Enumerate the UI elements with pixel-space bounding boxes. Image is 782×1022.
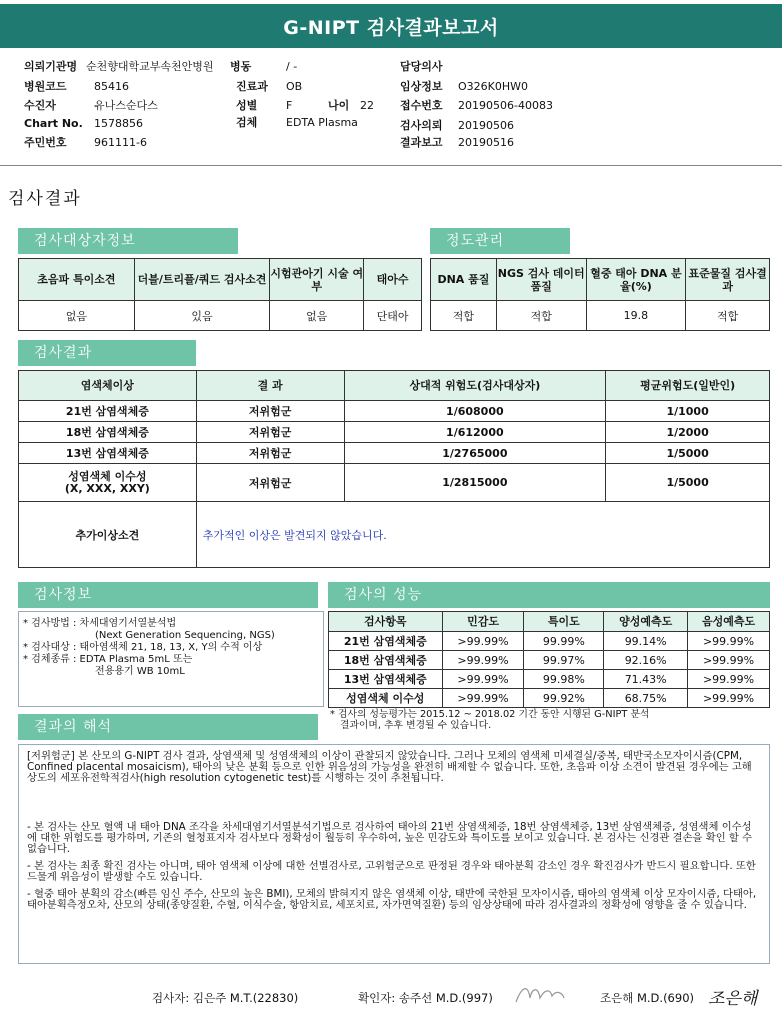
- average-risk: 1/5000: [606, 464, 770, 502]
- header-ward: 병동 / -: [230, 60, 298, 73]
- subject-header: 더블/트리플/쿼드 검사소견: [134, 259, 270, 301]
- performance-value: 71.43%: [604, 670, 688, 689]
- performance-value: >99.99%: [688, 632, 770, 651]
- extra-findings-value: 추가적인 이상은 발견되지 않았습니다.: [196, 502, 769, 568]
- tab-results: 검사결과: [18, 340, 196, 366]
- specimen-type: * 검체종류 : EDTA Plasma 5mL 또는: [23, 654, 193, 665]
- report-title: G-NIPT 검사결과보고서: [0, 4, 782, 48]
- interpretation-note-1: - 본 검사는 산모 혈액 내 태아 DNA 조각을 차세대염기서열분석기법으로 검사하여 태아의 21번 삼염색체증, 18번 삼염색체증, 13번 삼염색체증, 성염색체 이수성에 대한 위험도를 평가하며, 기존의 혈청표지자 검사보다 정확성이 월등히 우수하여, 높은 민감도와 특이도를 보이고 있습니다. 본 검사는 신경관 결손을 확인 할 수 없습니다.: [27, 821, 753, 855]
- average-risk: 1/1000: [606, 401, 770, 422]
- subject-value: 단태아: [364, 301, 422, 331]
- interpretation-note-2: - 본 검사는 최종 확진 검사는 아니며, 태아 염색체 이상에 대한 선별검사로, 고위험군으로 판정된 경우와 태아분획 감소인 경우 확진검사가 반드시 필요합니다. 또한 드물게 위음성이 발생할 수도 있습니다.: [27, 860, 756, 883]
- tab-performance: 검사의 성능: [328, 582, 770, 608]
- subject-header: 초음파 특이소견: [19, 259, 135, 301]
- relative-risk: 1/608000: [344, 401, 606, 422]
- header-chart-no: Chart No. 1578856: [24, 117, 143, 130]
- performance-header: 음성예측도: [688, 612, 770, 632]
- performance-table: [328, 611, 770, 708]
- section-title: 검사결과: [8, 189, 82, 209]
- relative-risk: 1/2815000: [344, 464, 606, 502]
- performance-value: 92.16%: [604, 651, 688, 670]
- test-target: * 검사대상 : 태아염색체 21, 18, 13, X, Y의 수적 이상: [23, 642, 263, 653]
- performance-note-2: 결과이며, 추후 변경될 수 있습니다.: [340, 720, 492, 731]
- result-value: 저위험군: [196, 464, 344, 502]
- subject-header: 시험관아기 시술 여부: [270, 259, 364, 301]
- header-sex: 성별 F: [236, 99, 293, 112]
- table-row: [19, 443, 770, 464]
- abnormality-name: [19, 464, 197, 502]
- header-patient: 수진자 유나스순다스: [24, 99, 158, 112]
- header-clinical-info: 임상정보 O326K0HW0: [400, 80, 529, 93]
- table-row: [329, 632, 770, 651]
- performance-item: 18번 삼염색체증: [329, 651, 443, 670]
- header-specimen: 검체 EDTA Plasma: [236, 116, 358, 129]
- header-department: 진료과 OB: [236, 80, 303, 93]
- performance-header: 특이도: [524, 612, 604, 632]
- table-row: [329, 689, 770, 708]
- performance-item: 21번 삼염색체증: [329, 632, 443, 651]
- performance-item: 13번 삼염색체증: [329, 670, 443, 689]
- performance-item: 성염색체 이수성: [329, 689, 443, 708]
- average-risk: 1/5000: [606, 443, 770, 464]
- header-doctor: 담당의사: [400, 60, 443, 73]
- footer-doctor: 조은해 M.D.(690): [600, 991, 694, 1005]
- header-request-date: 검사의뢰 20190506: [400, 119, 514, 132]
- header-age: 나이 22: [328, 99, 374, 112]
- report-header: [0, 52, 782, 166]
- extra-findings-label: 추가이상소견: [19, 502, 197, 568]
- subject-info-table: [18, 258, 422, 331]
- qc-header: NGS 검사 데이터품질: [496, 259, 586, 301]
- result-value: 저위험군: [196, 401, 344, 422]
- footer-verifier: 확인자: 송주선 M.D.(997): [358, 991, 493, 1005]
- performance-note-1: * 검사의 성능평가는 2015.12 ~ 2018.02 기간 동안 시행된 G-NIPT 분석: [330, 709, 650, 720]
- subject-value: 없음: [270, 301, 364, 331]
- qc-value: 적합: [431, 301, 497, 331]
- performance-value: 68.75%: [604, 689, 688, 708]
- table-row: [19, 464, 770, 502]
- performance-value: 99.97%: [524, 651, 604, 670]
- header-hospital-code: 병원코드 85416: [24, 80, 129, 93]
- specimen-type-detail: 전용용기 WB 10mL: [95, 666, 185, 677]
- footer-examiner: 검사자: 김은주 M.T.(22830): [152, 991, 299, 1005]
- performance-value: >99.99%: [442, 689, 524, 708]
- doctor-signature: 조은해: [708, 989, 758, 1009]
- result-value: 저위험군: [196, 443, 344, 464]
- tab-interpretation: 결과의 해석: [18, 714, 318, 740]
- results-header: 결 과: [196, 371, 344, 401]
- tab-test-info: 검사정보: [18, 582, 318, 608]
- subject-header: 태아수: [364, 259, 422, 301]
- header-accession-no: 접수번호 20190506-40083: [400, 99, 553, 112]
- performance-value: 99.99%: [524, 632, 604, 651]
- header-report-date: 결과보고 20190516: [400, 136, 514, 149]
- abnormality-name-line1: 성염색체 이수성: [68, 469, 147, 483]
- test-info-box: [18, 611, 324, 707]
- table-row: [19, 502, 770, 568]
- abnormality-name: 21번 삼염색체증: [19, 401, 197, 422]
- average-risk: 1/2000: [606, 422, 770, 443]
- performance-value: >99.99%: [442, 632, 524, 651]
- header-institution: 의뢰기관명 순천향대학교부속천안병원: [24, 60, 214, 73]
- qc-header: 표준물질 검사결과: [686, 259, 770, 301]
- header-resident-no: 주민번호 961111-6: [24, 136, 147, 149]
- performance-header: 민감도: [442, 612, 524, 632]
- performance-value: 99.92%: [524, 689, 604, 708]
- table-row: [19, 422, 770, 443]
- interpretation-summary: [저위험군] 본 산모의 G-NIPT 검사 결과, 상염색체 및 성염색체의 이상이 관찰되지 않았습니다. 그러나 모체의 염색체 미세결실/중복, 태반국소모자이시즘(CPM, Confined placental mosaicism), 태아의 낮은 분획 등으로 인한 위음성의 가능성을 완전히 배제할 수 없습니다. 또한, 초음파 이상 소견이 발견된 경우에는 고해상도의 세포유전학적검사(high resolution cytogenetic test)를 시행하는 것이 추천됩니다.: [27, 750, 752, 784]
- verifier-signature: [512, 980, 568, 1008]
- performance-value: 99.98%: [524, 670, 604, 689]
- qc-header: DNA 품질: [431, 259, 497, 301]
- subject-value: 있음: [134, 301, 270, 331]
- interpretation-box: [18, 744, 770, 964]
- performance-header: 검사항목: [329, 612, 443, 632]
- tab-qc: 정도관리: [430, 228, 570, 254]
- qc-header: 혈중 태아 DNA 분율(%): [586, 259, 686, 301]
- performance-value: >99.99%: [688, 689, 770, 708]
- results-header: 염색체이상: [19, 371, 197, 401]
- test-method-detail: (Next Generation Sequencing, NGS): [95, 630, 275, 641]
- performance-value: >99.99%: [442, 670, 524, 689]
- results-header: 평균위험도(일반인): [606, 371, 770, 401]
- relative-risk: 1/612000: [344, 422, 606, 443]
- qc-value: 적합: [686, 301, 770, 331]
- table-row: [19, 401, 770, 422]
- qc-value: 적합: [496, 301, 586, 331]
- performance-header: 양성예측도: [604, 612, 688, 632]
- qc-value: 19.8: [586, 301, 686, 331]
- qc-table: [430, 258, 770, 331]
- performance-value: >99.99%: [688, 651, 770, 670]
- performance-value: >99.99%: [442, 651, 524, 670]
- results-table: [18, 370, 770, 568]
- table-row: [329, 651, 770, 670]
- performance-value: 99.14%: [604, 632, 688, 651]
- interpretation-note-3: - 혈중 태아 분획의 감소(빠른 임신 주수, 산모의 높은 BMI), 모체의 밝혀지지 않은 염색체 이상, 태반에 국한된 모자이시즘, 태아의 염색체 이상 모자이시즘, 다태아, 태아분획측정오차, 산모의 상태(종양질환, 수혈, 이식수술, 항암치료, 세포치료, 자가면역질환) 등의 임상상태에 따라 검사결과의 정확성에 영향을 줄 수 있습니다.: [27, 888, 757, 911]
- subject-value: 없음: [19, 301, 135, 331]
- relative-risk: 1/2765000: [344, 443, 606, 464]
- results-header: 상대적 위험도(검사대상자): [344, 371, 606, 401]
- abnormality-name: 13번 삼염색체증: [19, 443, 197, 464]
- performance-value: >99.99%: [688, 670, 770, 689]
- result-value: 저위험군: [196, 422, 344, 443]
- tab-subject-info: 검사대상자정보: [18, 228, 238, 254]
- abnormality-name: 18번 삼염색체증: [19, 422, 197, 443]
- abnormality-name-line2: (X, XXX, XXY): [64, 481, 150, 495]
- table-row: [329, 670, 770, 689]
- test-method: * 검사방법 : 차세대염기서열분석법: [23, 618, 177, 629]
